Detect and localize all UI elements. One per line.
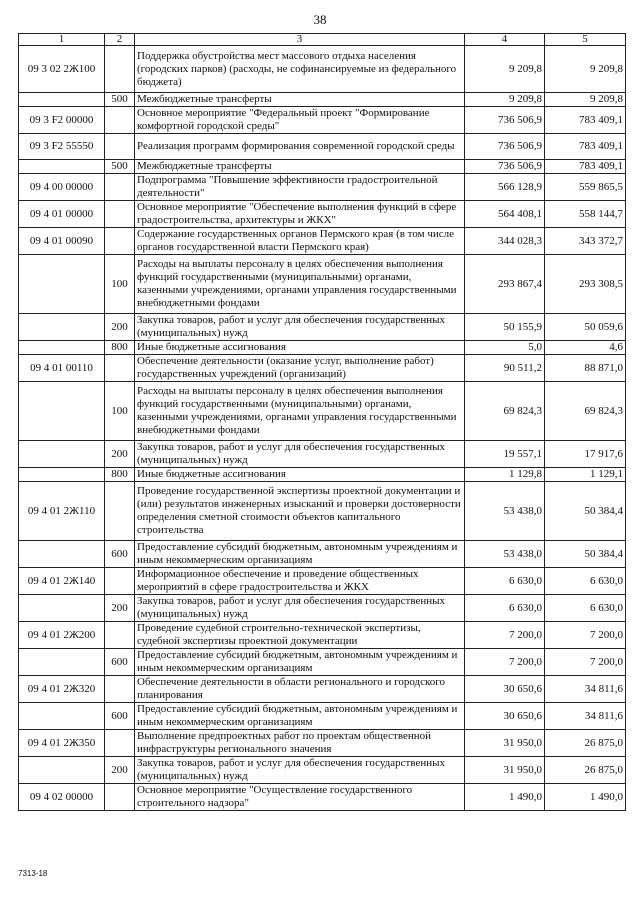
row-code: 09 4 00 00000 bbox=[19, 174, 105, 201]
header-row bbox=[19, 34, 626, 46]
row-value-2: 26 875,0 bbox=[545, 730, 626, 757]
row-expense-kind bbox=[105, 134, 135, 160]
row-name: Закупка товаров, работ и услуг для обеспечения государственных (муниципальных) нужд bbox=[135, 595, 465, 622]
table-row bbox=[19, 568, 626, 595]
row-value-1: 31 950,0 bbox=[465, 757, 545, 784]
row-value-2: 34 811,6 bbox=[545, 703, 626, 730]
table-row bbox=[19, 595, 626, 622]
row-value-1: 30 650,6 bbox=[465, 703, 545, 730]
row-code: 09 4 01 2Ж350 bbox=[19, 730, 105, 757]
row-value-2: 7 200,0 bbox=[545, 622, 626, 649]
row-value-2: 1 490,0 bbox=[545, 784, 626, 811]
row-expense-kind: 800 bbox=[105, 341, 135, 355]
table-row bbox=[19, 784, 626, 811]
row-value-2: 26 875,0 bbox=[545, 757, 626, 784]
row-value-1: 1 129,8 bbox=[465, 468, 545, 482]
row-value-1: 7 200,0 bbox=[465, 649, 545, 676]
row-expense-kind: 100 bbox=[105, 255, 135, 314]
row-name: Предоставление субсидий бюджетным, автономным учреждениям и иным некоммерческим организациям bbox=[135, 541, 465, 568]
row-expense-kind: 200 bbox=[105, 441, 135, 468]
header-kind: 2 bbox=[105, 34, 135, 46]
row-expense-kind bbox=[105, 46, 135, 93]
row-value-1: 53 438,0 bbox=[465, 541, 545, 568]
row-value-2: 50 384,4 bbox=[545, 541, 626, 568]
row-code: 09 3 02 2Ж100 bbox=[19, 46, 105, 93]
table-row bbox=[19, 482, 626, 541]
row-value-1: 344 028,3 bbox=[465, 228, 545, 255]
table-row bbox=[19, 441, 626, 468]
row-value-2: 50 384,4 bbox=[545, 482, 626, 541]
row-expense-kind: 600 bbox=[105, 649, 135, 676]
row-expense-kind bbox=[105, 730, 135, 757]
row-code bbox=[19, 757, 105, 784]
row-expense-kind bbox=[105, 482, 135, 541]
row-expense-kind: 200 bbox=[105, 595, 135, 622]
row-code bbox=[19, 382, 105, 441]
table-row bbox=[19, 93, 626, 107]
row-value-2: 69 824,3 bbox=[545, 382, 626, 441]
row-name: Проведение государственной экспертизы проектной документации и (или) результатов инженерных изысканий и проверки достоверности определения сметной стоимости объектов капитального строительства bbox=[135, 482, 465, 541]
table-row bbox=[19, 255, 626, 314]
row-name: Расходы на выплаты персоналу в целях обеспечения выполнения функций государственными (муниципальными) органами, казенными учреждениями, органами управления государственными внебюджетными фондами bbox=[135, 255, 465, 314]
row-value-2: 7 200,0 bbox=[545, 649, 626, 676]
row-value-2: 343 372,7 bbox=[545, 228, 626, 255]
row-name: Расходы на выплаты персоналу в целях обеспечения выполнения функций государственными (муниципальными) органами, казенными учреждениями, органами управления государственными внебюджетными фондами bbox=[135, 382, 465, 441]
row-name: Проведение судебной строительно-технической экспертизы, судебной экспертизы проектной документации bbox=[135, 622, 465, 649]
table-row bbox=[19, 160, 626, 174]
row-code bbox=[19, 160, 105, 174]
row-name: Предоставление субсидий бюджетным, автономным учреждениям и иным некоммерческим организациям bbox=[135, 649, 465, 676]
row-name: Основное мероприятие "Осуществление государственного строительного надзора" bbox=[135, 784, 465, 811]
row-value-1: 9 209,8 bbox=[465, 46, 545, 93]
row-value-1: 90 511,2 bbox=[465, 355, 545, 382]
row-value-2: 6 630,0 bbox=[545, 595, 626, 622]
row-expense-kind: 500 bbox=[105, 93, 135, 107]
row-value-2: 783 409,1 bbox=[545, 160, 626, 174]
row-expense-kind: 800 bbox=[105, 468, 135, 482]
row-code: 09 4 01 00090 bbox=[19, 228, 105, 255]
row-name: Межбюджетные трансферты bbox=[135, 160, 465, 174]
row-value-1: 7 200,0 bbox=[465, 622, 545, 649]
table-row bbox=[19, 134, 626, 160]
table-row bbox=[19, 541, 626, 568]
row-name: Закупка товаров, работ и услуг для обеспечения государственных (муниципальных) нужд bbox=[135, 757, 465, 784]
row-code bbox=[19, 441, 105, 468]
row-name: Иные бюджетные ассигнования bbox=[135, 341, 465, 355]
table-row bbox=[19, 314, 626, 341]
header-value-1: 4 bbox=[465, 34, 545, 46]
table-row bbox=[19, 174, 626, 201]
row-value-1: 53 438,0 bbox=[465, 482, 545, 541]
row-code: 09 4 01 00110 bbox=[19, 355, 105, 382]
row-expense-kind bbox=[105, 107, 135, 134]
row-code: 09 3 F2 00000 bbox=[19, 107, 105, 134]
row-value-2: 9 209,8 bbox=[545, 46, 626, 93]
row-value-2: 88 871,0 bbox=[545, 355, 626, 382]
row-expense-kind bbox=[105, 174, 135, 201]
header-code: 1 bbox=[19, 34, 105, 46]
row-value-1: 736 506,9 bbox=[465, 107, 545, 134]
row-value-1: 1 490,0 bbox=[465, 784, 545, 811]
row-expense-kind bbox=[105, 228, 135, 255]
row-name: Выполнение предпроектных работ по проектам общественной инфраструктуры регионального значения bbox=[135, 730, 465, 757]
table-row bbox=[19, 703, 626, 730]
row-value-1: 5,0 bbox=[465, 341, 545, 355]
row-expense-kind bbox=[105, 355, 135, 382]
row-expense-kind bbox=[105, 784, 135, 811]
table-row bbox=[19, 107, 626, 134]
row-value-2: 1 129,1 bbox=[545, 468, 626, 482]
row-value-2: 558 144,7 bbox=[545, 201, 626, 228]
row-value-2: 783 409,1 bbox=[545, 107, 626, 134]
row-value-1: 30 650,6 bbox=[465, 676, 545, 703]
row-name: Обеспечение деятельности в области регионального и городского планирования bbox=[135, 676, 465, 703]
row-name: Закупка товаров, работ и услуг для обеспечения государственных (муниципальных) нужд bbox=[135, 441, 465, 468]
table-row bbox=[19, 622, 626, 649]
row-value-1: 736 506,9 bbox=[465, 134, 545, 160]
document-code: 7313-18 bbox=[18, 869, 48, 878]
row-value-1: 50 155,9 bbox=[465, 314, 545, 341]
row-value-2: 293 308,5 bbox=[545, 255, 626, 314]
row-code bbox=[19, 541, 105, 568]
row-code: 09 4 01 2Ж110 bbox=[19, 482, 105, 541]
table-row bbox=[19, 757, 626, 784]
row-expense-kind: 200 bbox=[105, 314, 135, 341]
row-code bbox=[19, 93, 105, 107]
row-value-1: 736 506,9 bbox=[465, 160, 545, 174]
row-code: 09 4 01 2Ж200 bbox=[19, 622, 105, 649]
row-expense-kind bbox=[105, 568, 135, 595]
table-row bbox=[19, 355, 626, 382]
row-code bbox=[19, 341, 105, 355]
table-row bbox=[19, 730, 626, 757]
row-code: 09 4 01 2Ж140 bbox=[19, 568, 105, 595]
row-code bbox=[19, 649, 105, 676]
row-name: Поддержка обустройства мест массового отдыха населения (городских парков) (расходы, не софинансируемые из федерального бюджета) bbox=[135, 46, 465, 93]
row-name: Содержание государственных органов Пермского края (в том числе органов государственной власти Пермского края) bbox=[135, 228, 465, 255]
row-value-1: 293 867,4 bbox=[465, 255, 545, 314]
row-value-2: 4,6 bbox=[545, 341, 626, 355]
table-row bbox=[19, 201, 626, 228]
row-name: Закупка товаров, работ и услуг для обеспечения государственных (муниципальных) нужд bbox=[135, 314, 465, 341]
budget-table bbox=[18, 33, 626, 811]
row-name: Основное мероприятие "Обеспечение выполнения функций в сфере градостроительства, архитектуры и ЖКХ" bbox=[135, 201, 465, 228]
row-value-1: 31 950,0 bbox=[465, 730, 545, 757]
row-expense-kind bbox=[105, 622, 135, 649]
row-code: 09 4 02 00000 bbox=[19, 784, 105, 811]
row-value-1: 69 824,3 bbox=[465, 382, 545, 441]
row-expense-kind bbox=[105, 676, 135, 703]
row-name: Информационное обеспечение и проведение общественных мероприятий в сфере градостроительства и ЖКХ bbox=[135, 568, 465, 595]
row-value-1: 566 128,9 bbox=[465, 174, 545, 201]
row-expense-kind: 600 bbox=[105, 703, 135, 730]
page-number: 38 bbox=[313, 12, 327, 27]
row-value-2: 783 409,1 bbox=[545, 134, 626, 160]
table-row bbox=[19, 341, 626, 355]
header-value-2: 5 bbox=[545, 34, 626, 46]
row-expense-kind: 200 bbox=[105, 757, 135, 784]
row-code: 09 4 01 2Ж320 bbox=[19, 676, 105, 703]
row-value-2: 559 865,5 bbox=[545, 174, 626, 201]
row-code bbox=[19, 703, 105, 730]
table-row bbox=[19, 46, 626, 93]
row-name: Межбюджетные трансферты bbox=[135, 93, 465, 107]
row-expense-kind bbox=[105, 201, 135, 228]
header-name: 3 bbox=[135, 34, 465, 46]
row-value-2: 9 209,8 bbox=[545, 93, 626, 107]
row-value-2: 17 917,6 bbox=[545, 441, 626, 468]
row-name: Основное мероприятие "Федеральный проект "Формирование комфортной городской среды" bbox=[135, 107, 465, 134]
table-row bbox=[19, 649, 626, 676]
table-row bbox=[19, 228, 626, 255]
row-value-1: 6 630,0 bbox=[465, 568, 545, 595]
row-value-1: 6 630,0 bbox=[465, 595, 545, 622]
row-code: 09 3 F2 55550 bbox=[19, 134, 105, 160]
table-row bbox=[19, 676, 626, 703]
table-row bbox=[19, 468, 626, 482]
row-expense-kind: 100 bbox=[105, 382, 135, 441]
row-value-1: 564 408,1 bbox=[465, 201, 545, 228]
row-code: 09 4 01 00000 bbox=[19, 201, 105, 228]
row-name: Реализация программ формирования современной городской среды bbox=[135, 134, 465, 160]
row-name: Предоставление субсидий бюджетным, автономным учреждениям и иным некоммерческим организациям bbox=[135, 703, 465, 730]
row-code bbox=[19, 595, 105, 622]
row-name: Обеспечение деятельности (оказание услуг, выполнение работ) государственных учреждений (организаций) bbox=[135, 355, 465, 382]
row-value-2: 6 630,0 bbox=[545, 568, 626, 595]
row-code bbox=[19, 314, 105, 341]
row-expense-kind: 600 bbox=[105, 541, 135, 568]
row-value-2: 34 811,6 bbox=[545, 676, 626, 703]
row-expense-kind: 500 bbox=[105, 160, 135, 174]
table-row bbox=[19, 382, 626, 441]
row-code bbox=[19, 255, 105, 314]
row-code bbox=[19, 468, 105, 482]
row-name: Иные бюджетные ассигнования bbox=[135, 468, 465, 482]
row-value-1: 9 209,8 bbox=[465, 93, 545, 107]
row-name: Подпрограмма "Повышение эффективности градостроительной деятельности" bbox=[135, 174, 465, 201]
row-value-2: 50 059,6 bbox=[545, 314, 626, 341]
row-value-1: 19 557,1 bbox=[465, 441, 545, 468]
